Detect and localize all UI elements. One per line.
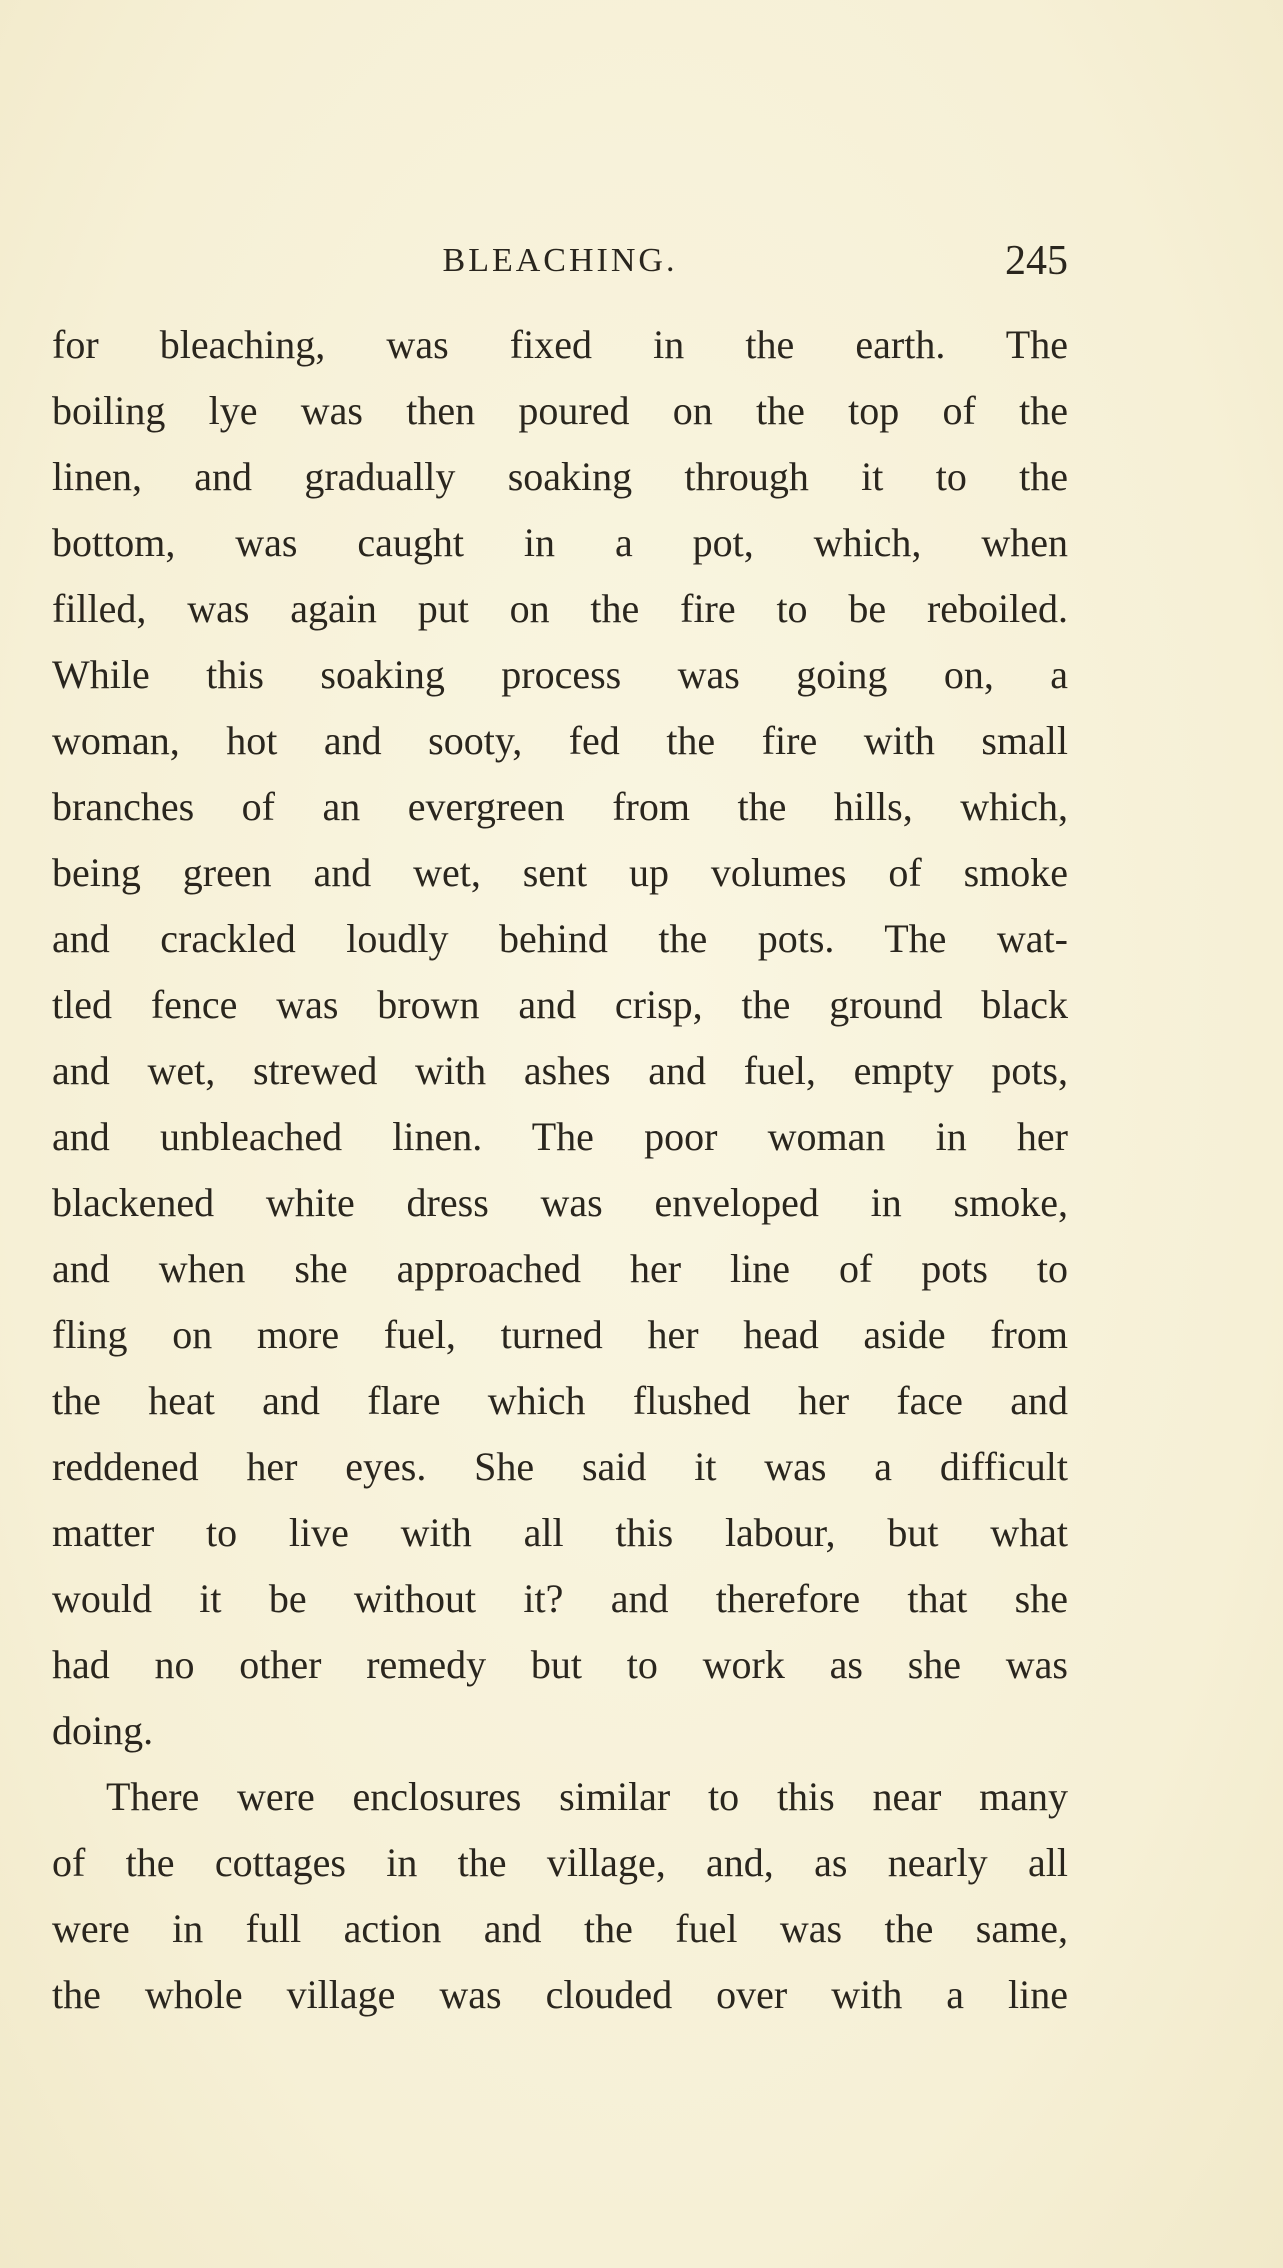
text-line: reddened her eyes. She said it was a difficult <box>52 1444 1068 1489</box>
text-line: of the cottages in the village, and, as nearly all <box>52 1840 1068 1885</box>
text-line: boiling lye was then poured on the top of the <box>52 388 1068 433</box>
text-line: would it be without it? and therefore that she <box>52 1576 1068 1621</box>
text-line: the heat and flare which flushed her face and <box>52 1378 1068 1423</box>
text-line: bottom, was caught in a pot, which, when <box>52 520 1068 565</box>
running-title: BLEACHING. <box>442 242 678 279</box>
text-line: filled, was again put on the fire to be reboiled. <box>52 586 1068 631</box>
text-line: the whole village was clouded over with a line <box>52 1972 1068 2017</box>
text-line: tled fence was brown and crisp, the ground black <box>52 982 1068 1027</box>
text-line: While this soaking process was going on, a <box>52 652 1068 697</box>
text-line: doing. <box>52 1708 154 1753</box>
text-line: for bleaching, was fixed in the earth. The <box>52 322 1068 367</box>
text-line: and wet, strewed with ashes and fuel, empty pots, <box>52 1048 1068 1093</box>
text-line: woman, hot and sooty, fed the fire with small <box>52 718 1068 763</box>
text-line: There were enclosures similar to this near many <box>106 1774 1068 1819</box>
text-line: had no other remedy but to work as she was <box>52 1642 1068 1687</box>
body-text <box>52 312 1068 2028</box>
running-header <box>52 236 1068 286</box>
text-line: linen, and gradually soaking through it to the <box>52 454 1068 499</box>
text-line: and unbleached linen. The poor woman in her <box>52 1114 1068 1159</box>
text-line: were in full action and the fuel was the same, <box>52 1906 1068 1951</box>
text-line: branches of an evergreen from the hills, which, <box>52 784 1068 829</box>
text-line: being green and wet, sent up volumes of smoke <box>52 850 1068 895</box>
text-line: fling on more fuel, turned her head aside from <box>52 1312 1068 1357</box>
text-line: blackened white dress was enveloped in smoke, <box>52 1180 1068 1225</box>
text-line: matter to live with all this labour, but what <box>52 1510 1068 1555</box>
page-number: 245 <box>1005 238 1068 284</box>
paragraph-1 <box>52 312 1068 1764</box>
paragraph-2 <box>52 1764 1068 2028</box>
text-line: and when she approached her line of pots to <box>52 1246 1068 1291</box>
text-line: and crackled loudly behind the pots. The wat- <box>52 916 1068 961</box>
